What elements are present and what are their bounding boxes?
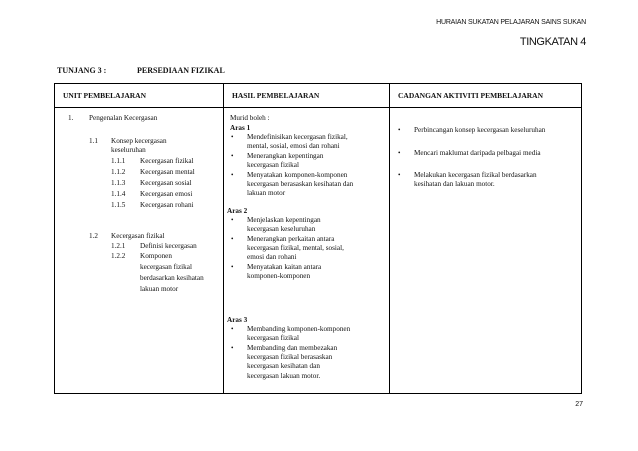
- curriculum-table: [54, 83, 582, 394]
- unit-number: 1.: [68, 114, 74, 122]
- aras-2-heading: Aras 2: [227, 207, 248, 215]
- activity-text: Perbincangan konsep kecergasan keseluruhan: [414, 126, 546, 134]
- item-number: 1.1.3: [111, 179, 126, 187]
- aras-1-heading: Aras 1: [230, 124, 251, 132]
- item-text-cont: lakuan motor: [140, 285, 179, 293]
- subunit-title: Kecergasan fizikal: [111, 232, 165, 240]
- outcome-text-cont: kecergasan kesihatan dan: [247, 362, 320, 370]
- bullet-icon: •: [398, 126, 401, 134]
- header-unit-pembelajaran: UNIT PEMBELAJARAN: [63, 91, 146, 100]
- bullet-icon: •: [231, 325, 234, 333]
- item-number: 1.1.5: [111, 201, 126, 209]
- outcome-text-cont: kecergasan fizikal: [247, 334, 299, 342]
- outcome-text-cont: mental, sosial, emosi dan rohani: [247, 142, 340, 150]
- subunit-number: 1.2: [89, 232, 98, 240]
- outcome-text-cont: kecergasan berasaskan kesihatan dan: [247, 180, 354, 188]
- outcome-text-cont: kecergasan fizikal, mental, sosial,: [247, 244, 344, 252]
- outcome-text: Menjelaskan kepentingan: [247, 216, 321, 224]
- subunit-number: 1.1: [89, 137, 98, 145]
- bullet-icon: •: [231, 263, 234, 271]
- tunjang-label: TUNJANG 3 :: [57, 66, 107, 75]
- outcome-text: Menerangkan kepentingan: [247, 152, 324, 160]
- outcome-text-cont: kecergasan fizikal: [247, 161, 299, 169]
- outcome-text-cont: kecergasan keseluruhan: [247, 225, 316, 233]
- aras-3-heading: Aras 3: [227, 316, 248, 324]
- bullet-icon: •: [231, 133, 234, 141]
- column-divider: [389, 84, 390, 393]
- outcome-text: Mendefinisikan kecergasan fizikal,: [247, 133, 348, 141]
- outcome-text-cont: lakuan motor: [247, 189, 286, 197]
- page-number: 27: [575, 401, 583, 408]
- item-number: 1.2.2: [111, 252, 126, 260]
- item-text-cont: berdasarkan kesihatan: [140, 274, 204, 282]
- outcome-text: Menyatakan kaitan antara: [247, 263, 322, 271]
- outcome-text: Membanding dan membezakan: [247, 344, 338, 352]
- item-text: Komponen: [140, 252, 172, 260]
- outcome-text-cont: emosi dan rohani: [247, 253, 297, 261]
- bullet-icon: •: [231, 171, 234, 179]
- activity-text: Mencari maklumat daripada pelbagai media: [414, 149, 541, 157]
- outcome-text: Membanding komponen-komponen: [247, 325, 351, 333]
- outcome-text: Menyatakan komponen-komponen: [247, 171, 348, 179]
- bullet-icon: •: [231, 152, 234, 160]
- subunit-title: Konsep kecergasan: [111, 137, 167, 145]
- item-text-cont: kecergasan fizikal: [140, 263, 192, 271]
- document-header-title: HURAIAN SUKATAN PELAJARAN SAINS SUKAN: [436, 19, 586, 26]
- item-text: Definisi kecergasan: [140, 242, 197, 250]
- item-text: Kecergasan sosial: [140, 179, 192, 187]
- bullet-icon: •: [231, 344, 234, 352]
- item-number: 1.2.1: [111, 242, 126, 250]
- item-text: Kecergasan rohani: [140, 201, 194, 209]
- bullet-icon: •: [398, 149, 401, 157]
- tunjang-line: [57, 66, 225, 75]
- bullet-icon: •: [231, 216, 234, 224]
- bullet-icon: •: [398, 171, 401, 179]
- document-header-form: TINGKATAN 4: [519, 36, 586, 48]
- item-text: Kecergasan emosi: [140, 190, 193, 198]
- bullet-icon: •: [231, 235, 234, 243]
- item-text: Kecergasan mental: [140, 168, 195, 176]
- subunit-title-cont: keseluruhan: [111, 146, 146, 154]
- outcome-text-cont: kecergasan fizikal berasaskan: [247, 353, 333, 361]
- header-cadangan-aktiviti: CADANGAN AKTIVITI PEMBELAJARAN: [398, 91, 544, 100]
- item-text: Kecergasan fizikal: [140, 157, 194, 165]
- item-number: 1.1.1: [111, 157, 126, 165]
- column-divider: [223, 84, 224, 393]
- activity-text-cont: kesihatan dan lakuan motor.: [414, 180, 495, 188]
- hasil-intro: Murid boleh :: [230, 114, 270, 122]
- activity-text: Melakukan kecergasan fizikal berdasarkan: [414, 171, 537, 179]
- header-hasil-pembelajaran: HASIL PEMBELAJARAN: [232, 91, 320, 100]
- header-divider: [55, 107, 581, 108]
- item-number: 1.1.4: [111, 190, 126, 198]
- outcome-text-cont: kecergasan lakuan motor.: [247, 372, 321, 380]
- item-number: 1.1.2: [111, 168, 126, 176]
- unit-title: Pengenalan Kecergasan: [89, 114, 158, 122]
- outcome-text-cont: komponen-komponen: [247, 272, 311, 280]
- tunjang-value: PERSEDIAAN FIZIKAL: [137, 66, 225, 75]
- outcome-text: Menerangkan perkaitan antara: [247, 235, 335, 243]
